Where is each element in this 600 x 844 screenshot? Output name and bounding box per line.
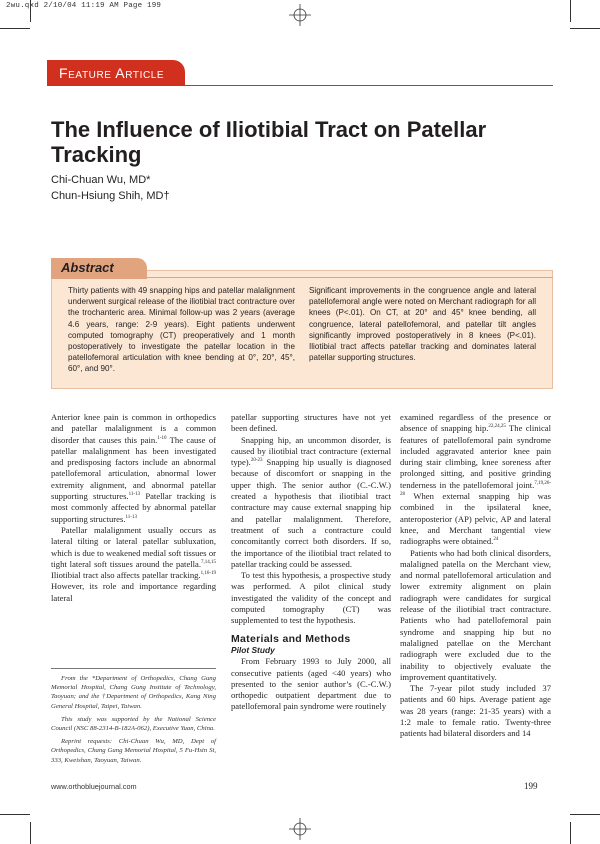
- body-column-2: [231, 412, 391, 713]
- paragraph: Patellar malalignment usually occurs as lateral tilting or lateral patellar subluxation, which is due to weakened medial soft tissues or tight lateral soft tissues around the patella.$^{7,14,15}$ Iliotibial tract also affects patellar tracking.$^{1,16-19}$ However, its role and importance regarding lateral: [51, 524, 216, 603]
- body-column-1: [51, 412, 216, 604]
- footnote-affiliation: From the *Department of Orthopedics, Chang Gung Memorial Hospital, Chang Gung Institute of Technology, Taoyuan; and the †Department of Orthopedics, Kang Ning General Hospital, Taipei, Taiwan.: [51, 675, 216, 710]
- paragraph: To test this hypothesis, a prospective study was performed. A pilot clinical study investigated the validity of the concept and computed tomography (CT) was supplemented to test the hypothesis.: [231, 570, 391, 626]
- registration-mark-top: [289, 4, 311, 26]
- journal-url[interactable]: www.orthobluejournal.com: [51, 782, 137, 791]
- body-column-3: [400, 412, 551, 740]
- paragraph: Patients who had both clinical disorders, malaligned patella on the Merchant view, and normal patellofemoral articulation and lower extremity alignment on plain radiograph were candidates for surgical release of the iliotibial tract contracture. Patients who had patellofemoral pain syndrome and snapping hip but no malaligned patellae on the Merchant radiograph were excluded due to the inability to objectively evaluate the improvement quantitatively.: [400, 547, 551, 682]
- abstract-rule: [51, 277, 553, 278]
- banner-label: Feature Article: [59, 65, 165, 81]
- footnotes: [51, 674, 216, 769]
- paragraph: The 7-year pilot study included 37 patients and 60 hips. Average patient age was 28 years (range: 21-35 years) with a 1:2 male to female ratio. Twenty-three patients had bilateral disorders and 14: [400, 683, 551, 739]
- registration-mark-bottom: [289, 818, 311, 840]
- abstract-tab: [51, 258, 147, 279]
- feature-article-banner: [47, 60, 185, 86]
- paragraph: patellar supporting structures have not yet been defined.: [231, 412, 391, 434]
- footnote-funding: This study was supported by the National Science Council (NSC 88-2314-B-182A-062), Executive Yuan, China.: [51, 715, 216, 733]
- banner-rule: [47, 85, 553, 86]
- footnote-rule: [51, 668, 216, 669]
- footnote-reprints: Reprint requests: Chi-Chuan Wu, MD, Dept of Orthopedics, Chang Gung Memorial Hospital, 5 Fu-Hsin St, 333, Kweishan, Taoyuan, Taiwan.: [51, 738, 216, 764]
- paragraph: Snapping hip, an uncommon disorder, is caused by iliotibial tract contracture (external type).$^{20-23}$ Snapping hip usually is diagnosed because of discomfort or snapping in the upper thigh. The senior author (C.-C.W.) created a hypothesis that iliotibial tract contracture may cause external snapping hip and patellar malalignment. Therefore, treatment of such a contracture could concomitantly correct both disorders. If so, the importance of the iliotibial tract related to patellar tracking could be assessed.: [231, 434, 391, 569]
- methods-heading: Materials and Methods: [231, 632, 351, 645]
- abstract-heading: Abstract: [61, 260, 114, 275]
- abstract-column-1: Thirty patients with 49 snapping hips and patellar malalignment underwent surgical release of the iliotibial tract contracture over the trochanteric area. Minimal follow-up was 2 years (average 4.6 years, range: 2-9 years). Eight patients underwent computed tomography (CT) preoperatively and 1 month postoperatively to investigate the patellar location in the patellofemoral articulation with knee bending at 0°, 20°, 45°, 60°, and 90°.: [68, 286, 295, 374]
- pilot-study-heading: Pilot Study: [231, 644, 275, 655]
- page-number: 199: [524, 781, 538, 791]
- paragraph: examined regardless of the presence or absence of snapping hip.$^{22,24,25}$ The clinical features of patellofemoral pain syndrome included aggravated anterior knee pain during stair climbing, knee soreness after prolonged sitting, and positive grinding tenderness in the patellofemoral joint.$^{7,19,26-28}$ When external snapping hip was combined in the ipsilateral knee, anteroposterior (AP) pelvic, AP and lateral knee, and Merchant tangential view radiographs were obtained.$^{24}$: [400, 412, 551, 547]
- author-1: Chi-Chuan Wu, MD*: [51, 174, 151, 186]
- author-2: Chun-Hsiung Shih, MD†: [51, 190, 170, 202]
- printer-slug: 2wu.qxd 2/10/04 11:19 AM Page 199: [6, 2, 162, 10]
- paragraph: From February 1993 to July 2000, all consecutive patients (aged <40 years) who presented to the senior author’s (C.-C.W.) orthopedic outpatient department due to patellofemoral pain syndrome were routinely: [231, 656, 391, 712]
- paragraph: Anterior knee pain is common in orthopedics and patellar malalignment is a common disorder that causes this pain.$^{1-10}$ The cause of patellar malalignment has been investigated and predisposing factors include an abnormal patellofemoral articulation, abnormal lower extremity alignment, and abnormal patellar supporting structures.$^{11-13}$ Patellar tracking is most commonly affected by abnormal patellar supporting structures.$^{11-13}$: [51, 412, 216, 524]
- abstract-column-2: Significant improvements in the congruence angle and lateral patellofemoral angle were noted on Merchant radiograph for all knees (P<.01). On CT, at 20° and 45° knee bending, all congruence, lateral patellofemoral, and patellar tilt angles significantly improved postoperatively in 8 knees (P<.01). Iliotibial tract affects patellar tracking and dominates lateral patellar supporting structures.: [309, 286, 536, 363]
- article-title: The Influence of Iliotibial Tract on Patellar Tracking: [51, 117, 487, 167]
